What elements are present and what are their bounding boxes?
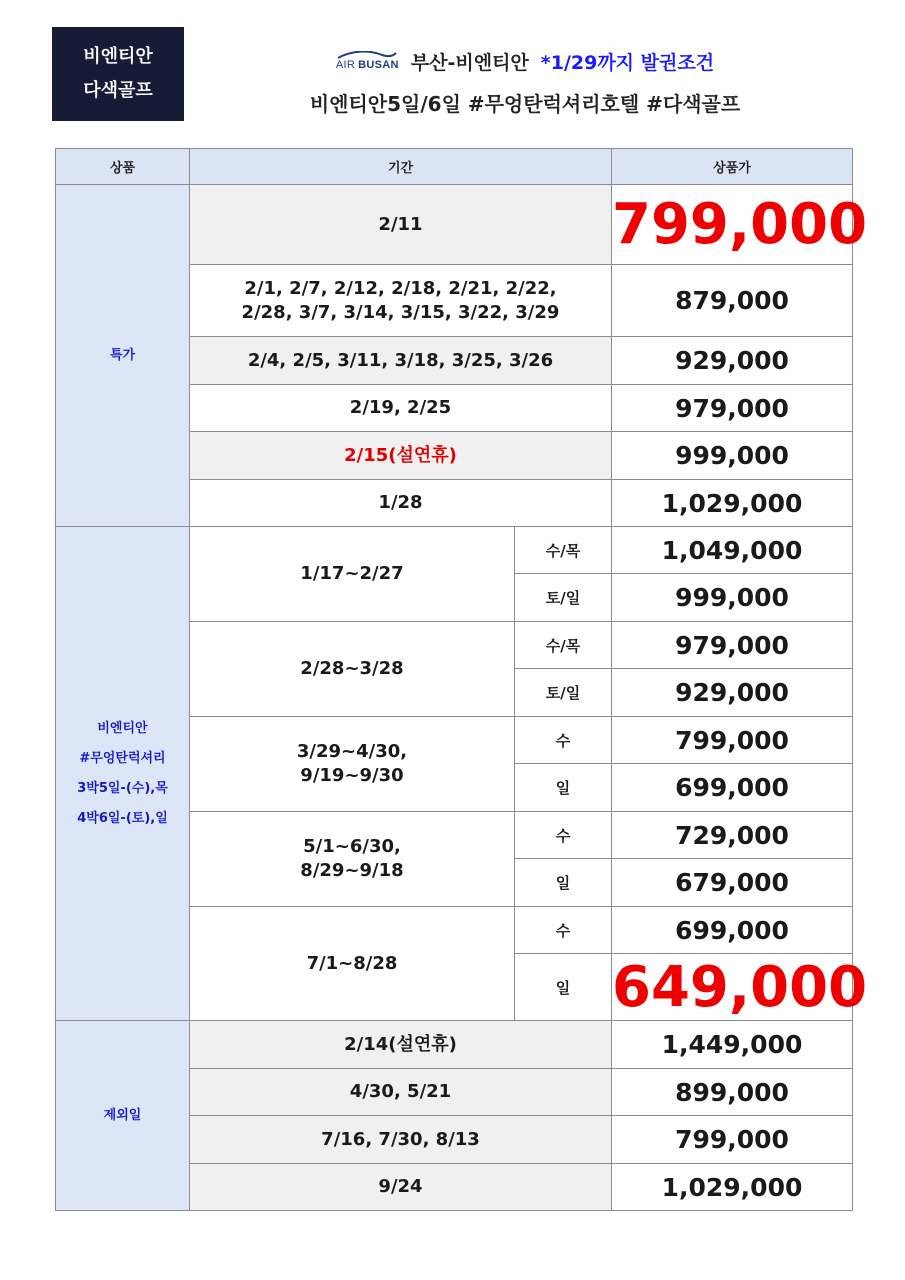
logo-busan-text: BUSAN xyxy=(358,59,399,71)
price-cell: 799,000 xyxy=(612,717,853,764)
period-cell: 4/30, 5/21 xyxy=(190,1069,612,1116)
table-row xyxy=(56,185,853,265)
price-cell: 1,449,000 xyxy=(612,1021,853,1069)
badge-line-2: 다색골프 xyxy=(83,80,153,101)
day-cell: 수 xyxy=(515,812,612,859)
special-label: 특가 xyxy=(56,185,190,527)
price-cell: 999,000 xyxy=(612,574,853,622)
price-cell: 699,000 xyxy=(612,764,853,812)
period-cell: 7/1~8/28 xyxy=(190,907,515,1021)
period-cell xyxy=(190,717,515,812)
badge-line-1: 비엔티안 xyxy=(83,46,153,67)
price-cell: 1,029,000 xyxy=(612,1164,853,1211)
logo-air-text: AIR xyxy=(335,59,356,71)
header-line-1 xyxy=(200,40,850,82)
price-cell: 979,000 xyxy=(612,385,853,432)
ticketing-condition: *1/29까지 발권조건 xyxy=(540,51,715,74)
regular-label-line: 비엔티안 xyxy=(97,720,148,736)
period-cell xyxy=(190,265,612,337)
period-line: 2/28, 3/7, 3/14, 3/15, 3/22, 3/29 xyxy=(241,301,560,323)
excluded-label: 제외일 xyxy=(56,1021,190,1211)
price-table xyxy=(55,148,868,1211)
day-cell: 수 xyxy=(515,907,612,954)
day-cell: 수/목 xyxy=(515,622,612,669)
price-cell: 729,000 xyxy=(612,812,853,859)
price-cell: 1,049,000 xyxy=(612,527,853,574)
period-cell: 9/24 xyxy=(190,1164,612,1211)
price-cell: 999,000 xyxy=(612,432,853,480)
period-line: 3/29~4/30, xyxy=(296,741,408,762)
period-cell xyxy=(190,812,515,907)
period-line: 8/29~9/18 xyxy=(300,860,404,881)
air-busan-logo xyxy=(336,51,399,71)
price-cell: 929,000 xyxy=(612,337,853,385)
price-cell: 679,000 xyxy=(612,859,853,907)
price-cell: 899,000 xyxy=(612,1069,853,1116)
price-cell: 879,000 xyxy=(612,265,853,337)
page-header xyxy=(200,40,850,117)
route-text: 부산-비엔티안 xyxy=(410,51,529,74)
price-header: 상품가 xyxy=(612,149,853,185)
period-cell-holiday: 2/15(설연휴) xyxy=(190,432,612,480)
table-row xyxy=(56,1021,853,1069)
price-cell-highlight: 799,000 xyxy=(612,185,853,265)
period-cell: 2/11 xyxy=(190,185,612,265)
price-cell: 979,000 xyxy=(612,622,853,669)
period-cell: 1/28 xyxy=(190,480,612,527)
period-line: 5/1~6/30, xyxy=(303,836,401,857)
price-cell: 929,000 xyxy=(612,669,853,717)
day-cell: 일 xyxy=(515,954,612,1021)
title-badge xyxy=(52,27,184,121)
product-header: 상품 xyxy=(56,149,190,185)
day-cell: 일 xyxy=(515,764,612,812)
header-subtitle: 비엔티안5일/6일 #무엉탄럭셔리호텔 #다색골프 xyxy=(309,92,741,116)
period-cell: 2/14(설연휴) xyxy=(190,1021,612,1069)
day-cell: 토/일 xyxy=(515,669,612,717)
day-cell: 수/목 xyxy=(515,527,612,574)
period-cell: 2/19, 2/25 xyxy=(190,385,612,432)
period-cell: 7/16, 7/30, 8/13 xyxy=(190,1116,612,1164)
day-cell: 수 xyxy=(515,717,612,764)
price-cell: 699,000 xyxy=(612,907,853,954)
price-cell: 1,029,000 xyxy=(612,480,853,527)
price-cell-highlight: 649,000 xyxy=(612,954,868,1020)
regular-label xyxy=(56,527,190,1021)
table-header-row xyxy=(56,149,853,185)
period-cell: 2/4, 2/5, 3/11, 3/18, 3/25, 3/26 xyxy=(190,337,612,385)
table-row xyxy=(56,527,853,574)
day-cell: 토/일 xyxy=(515,574,612,622)
period-line: 9/19~9/30 xyxy=(300,765,404,786)
price-cell: 799,000 xyxy=(612,1116,853,1164)
period-line: 2/1, 2/7, 2/12, 2/18, 2/21, 2/22, xyxy=(244,277,557,299)
period-cell: 2/28~3/28 xyxy=(190,622,515,717)
regular-label-line: 3박5일-(수),목 xyxy=(77,780,168,796)
regular-label-line: #무엉탄럭셔리 xyxy=(79,750,166,766)
period-header: 기간 xyxy=(190,149,612,185)
regular-label-line: 4박6일-(토),일 xyxy=(77,810,168,826)
period-cell: 1/17~2/27 xyxy=(190,527,515,622)
day-cell: 일 xyxy=(515,859,612,907)
